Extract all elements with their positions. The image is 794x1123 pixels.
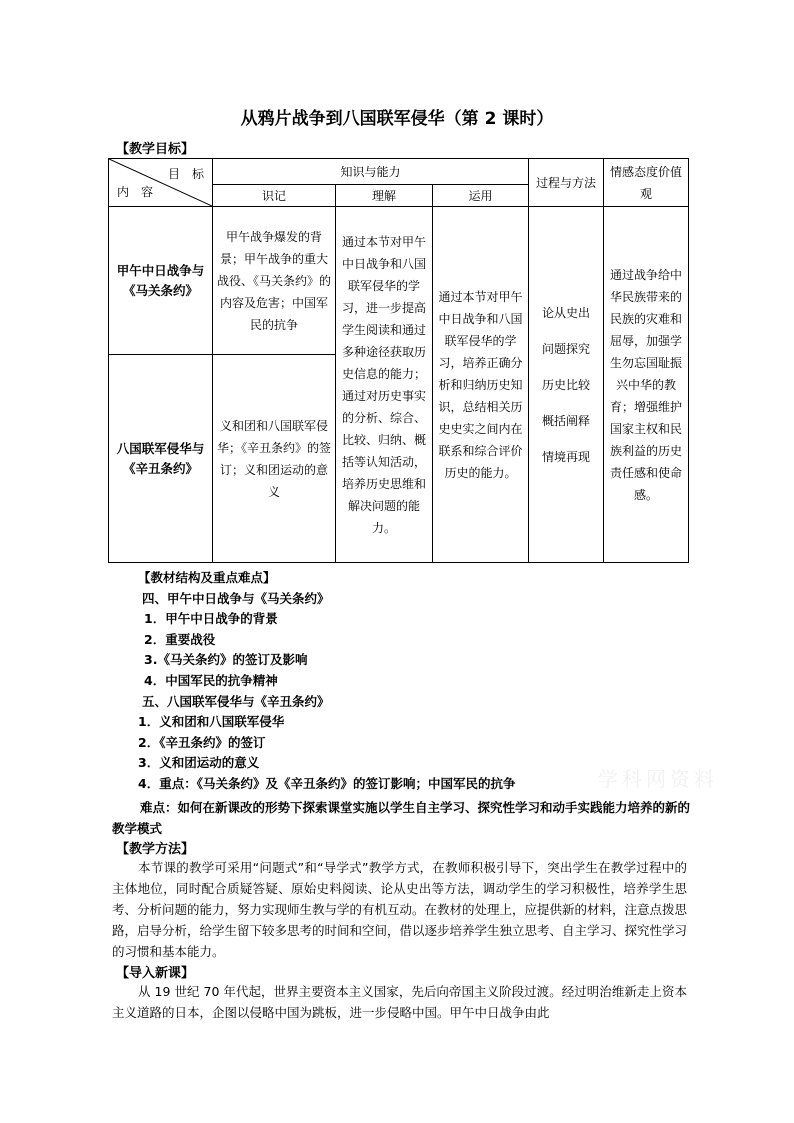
intro-label: 【导入新课】 <box>116 966 195 981</box>
intro-paragraph: 从 19 世纪 70 年代起，世界主要资本主义国家，先后向帝国主义阶段过渡。经过明治维新走上资本主义道路的日本，企图以侵略中国为跳板，进一步侵略中国。甲午中日战争由此 <box>112 984 687 1020</box>
method-paragraph: 本节课的教学可采用“问题式”和“导学式”教学方式，在教师积极引导下，突出学生在教学过程中的主体地位，同时配合质疑答疑、原始史料阅读、论从史出等方法，调动学生的学习积极性，培养学生思考、分析问题的能力，努力实现师生教与学的有机互动。在教材的处理上，应提供新的材料，注意点拨思路，启导分析，给学生留下较多思考的时间和空间，借以逐步培养学生独立思考、自主学习、探究性学习的习惯和基本能力。 <box>112 860 688 959</box>
corner-content-label: 内 容 <box>117 185 154 199</box>
page-title: 从鸦片战争到八国联军侵华（第 2 课时） <box>240 109 554 129</box>
understand-header: 理解 <box>336 185 433 207</box>
method-item: 历史比较 <box>542 377 591 392</box>
outline-item: 1．甲午中日战争的背景 <box>144 611 278 627</box>
outline-item: 4．重点：《马关条约》及《辛丑条约》的签订影响；中国军民的抗争 <box>138 775 516 791</box>
method-item: 概括阐释 <box>542 413 591 428</box>
recall-jiawu: 甲午战争爆发的背景；甲午战争的重大战役、《马关条约》的内容及危害；中国军民的抗争 <box>213 207 336 355</box>
method-item: 情境再现 <box>542 449 591 464</box>
outline-heading: 四、甲午中日战争与《马关条约》 <box>142 590 330 606</box>
table-corner-cell <box>109 159 213 207</box>
structure-section <box>138 568 515 795</box>
method-label: 【教学方法】 <box>116 842 195 857</box>
apply-header: 运用 <box>433 185 529 207</box>
corner-goal-label: 目 标 <box>167 167 204 181</box>
apply-cell: 通过本节对甲午中日战争和八国联军侵华的学习，培养正确分析和归纳历史知识，总结相关历史史实之间内在联系和综合评价历史的能力。 <box>433 207 529 563</box>
recall-boxer: 义和团和八国联军侵华；《辛丑条约》的签订；义和团运动的意义 <box>213 355 336 563</box>
outline-item: 4．中国军民的抗争精神 <box>144 672 278 688</box>
objectives-table <box>108 158 689 563</box>
difficulty-text <box>112 797 692 839</box>
attitude-header: 情感态度价值观 <box>604 159 689 207</box>
outline-item: 3．义和团运动的意义 <box>138 755 260 771</box>
outline-item: 2．《辛丑条约》的签订 <box>138 734 266 750</box>
watermark: 学科网资料 <box>598 767 718 791</box>
process-header: 过程与方法 <box>529 159 604 207</box>
recall-header: 识记 <box>213 185 336 207</box>
outline-item: 1．义和团和八国联军侵华 <box>138 714 285 730</box>
outline-heading: 五、八国联军侵华与《辛丑条约》 <box>142 693 330 709</box>
understand-cell: 通过本节对甲午中日战争和八国联军侵华的学习，进一步提高学生阅读和通过多种途径获取历史信息的能力；通过对历史事实的分析、综合、比较、归纳、概括等认知活动，培养历史思维和解决问题的能力。 <box>336 207 433 563</box>
topic-boxer: 八国联军侵华与《辛丑条约》 <box>109 355 213 563</box>
methods-cell <box>529 207 604 563</box>
method-item: 问题探究 <box>542 341 591 356</box>
attitude-cell: 通过战争给中华民族带来的民族的灾难和屈辱，加强学生勿忘国耻振兴中华的教育；增强维护国家主权和民族利益的历史责任感和使命感。 <box>604 207 689 563</box>
difficulty-content: 难点：如何在新课改的形势下探索课堂实施以学生自主学习、探究性学习和动手实践能力培养的新的教学模式 <box>112 800 691 836</box>
outline-item: 2．重要战役 <box>144 631 216 647</box>
objectives-label: 【教学目标】 <box>116 142 195 157</box>
structure-label: 【教材结构及重点难点】 <box>138 570 276 585</box>
method-item: 论从史出 <box>542 305 591 320</box>
knowledge-header: 知识与能力 <box>213 159 529 185</box>
topic-jiawu: 甲午中日战争与《马关条约》 <box>109 207 213 355</box>
outline-item: 3.《马关条约》的签订及影响 <box>144 652 308 668</box>
